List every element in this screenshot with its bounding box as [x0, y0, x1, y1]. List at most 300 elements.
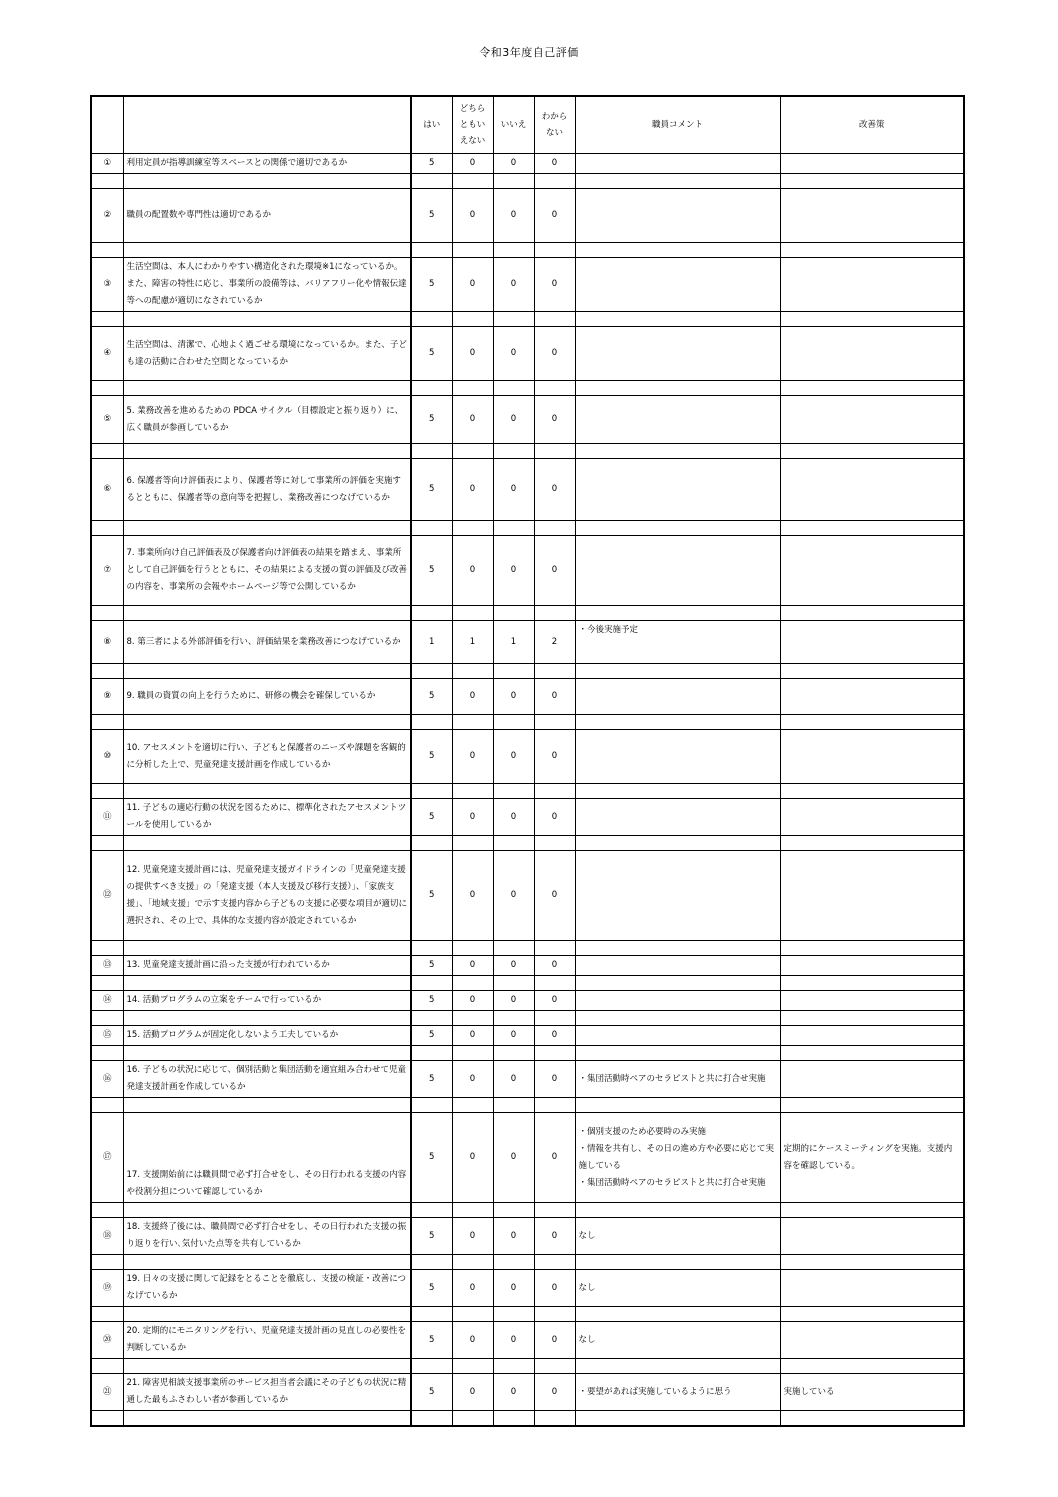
table-row [91, 1026, 964, 1046]
spacer-row [91, 784, 964, 799]
improvement-plan [780, 189, 964, 243]
staff-comment [575, 851, 780, 941]
count-yes: 5 [411, 851, 452, 941]
count-no: 0 [493, 679, 534, 715]
table-row [91, 396, 964, 444]
spacer-cell [780, 606, 964, 621]
count-no: 1 [493, 621, 534, 664]
count-no: 0 [493, 1322, 534, 1359]
spacer-cell [575, 941, 780, 956]
spacer-cell [780, 381, 964, 396]
spacer-row [91, 664, 964, 679]
improvement-plan [780, 799, 964, 836]
spacer-cell [123, 1098, 411, 1113]
spacer-cell [493, 1359, 534, 1374]
staff-comment [575, 536, 780, 606]
spacer-cell [411, 715, 452, 730]
count-unknown: 0 [534, 1322, 575, 1359]
table-row [91, 1374, 964, 1411]
spacer-cell [534, 1359, 575, 1374]
count-neither: 0 [452, 956, 493, 976]
spacer-cell [780, 1098, 964, 1113]
spacer-cell [91, 1046, 123, 1061]
staff-comment: ・個別支援のため必要時のみ実施 ・情報を共有し、その日の進め方や必要に応じて実施している ・集団活動時ペアのセラピストと共に打合せ実施 [575, 1113, 780, 1203]
spacer-cell [91, 664, 123, 679]
count-unknown: 0 [534, 1218, 575, 1255]
spacer-cell [452, 1411, 493, 1427]
spacer-cell [575, 312, 780, 327]
table-row [91, 851, 964, 941]
improvement-plan [780, 258, 964, 312]
count-unknown: 0 [534, 1270, 575, 1307]
count-no: 0 [493, 1113, 534, 1203]
count-neither: 0 [452, 1218, 493, 1255]
spacer-cell [91, 312, 123, 327]
spacer-cell [493, 715, 534, 730]
row-number: ③ [91, 258, 123, 312]
improvement-plan [780, 154, 964, 174]
count-yes: 5 [411, 1270, 452, 1307]
count-yes: 5 [411, 799, 452, 836]
table-row [91, 154, 964, 174]
spacer-cell [123, 715, 411, 730]
spacer-cell [534, 606, 575, 621]
spacer-cell [411, 312, 452, 327]
spacer-cell [575, 606, 780, 621]
spacer-cell [452, 312, 493, 327]
spacer-cell [452, 1046, 493, 1061]
spacer-cell [534, 784, 575, 799]
row-number: ⑲ [91, 1270, 123, 1307]
spacer-cell [123, 312, 411, 327]
table-row [91, 1322, 964, 1359]
row-number: ⑯ [91, 1061, 123, 1098]
spacer-cell [534, 1307, 575, 1322]
table-row [91, 991, 964, 1011]
count-yes: 5 [411, 1374, 452, 1411]
evaluation-item: 11. 子どもの適応行動の状況を図るために、標準化されたアセスメントツールを使用しているか [123, 799, 411, 836]
spacer-cell [91, 521, 123, 536]
spacer-cell [91, 941, 123, 956]
header-staff-comment: 職員コメント [575, 96, 780, 154]
spacer-cell [91, 715, 123, 730]
spacer-cell [534, 1203, 575, 1218]
spacer-cell [534, 836, 575, 851]
spacer-row [91, 836, 964, 851]
count-neither: 0 [452, 189, 493, 243]
table-row [91, 189, 964, 243]
spacer-cell [493, 444, 534, 459]
spacer-cell [780, 243, 964, 258]
count-neither: 0 [452, 536, 493, 606]
spacer-cell [123, 381, 411, 396]
spacer-cell [91, 606, 123, 621]
spacer-cell [452, 1098, 493, 1113]
header-item [123, 96, 411, 154]
header-row [91, 96, 964, 154]
header-no-answer: いいえ [493, 96, 534, 154]
spacer-row [91, 1411, 964, 1427]
count-yes: 5 [411, 991, 452, 1011]
count-no: 0 [493, 991, 534, 1011]
count-neither: 0 [452, 1113, 493, 1203]
row-number: ⑳ [91, 1322, 123, 1359]
count-no: 0 [493, 1061, 534, 1098]
spacer-row [91, 1203, 964, 1218]
spacer-cell [123, 1411, 411, 1427]
spacer-cell [411, 1411, 452, 1427]
header-no [91, 96, 123, 154]
count-no: 0 [493, 154, 534, 174]
staff-comment [575, 258, 780, 312]
spacer-cell [780, 1046, 964, 1061]
evaluation-item: 8. 第三者による外部評価を行い、評価結果を業務改善につなげているか [123, 621, 411, 664]
spacer-cell [123, 1046, 411, 1061]
spacer-cell [493, 606, 534, 621]
evaluation-item: 17. 支援開始前には職員間で必ず打合せをし、その日行われる支援の内容や役割分担について確認しているか [123, 1113, 411, 1203]
count-neither: 0 [452, 851, 493, 941]
spacer-cell [493, 836, 534, 851]
spacer-cell [452, 1203, 493, 1218]
improvement-plan [780, 679, 964, 715]
spacer-cell [780, 976, 964, 991]
staff-comment: ・要望があれば実施しているように思う [575, 1374, 780, 1411]
count-unknown: 0 [534, 536, 575, 606]
staff-comment [575, 459, 780, 521]
table-row [91, 1218, 964, 1255]
count-no: 0 [493, 1026, 534, 1046]
count-no: 0 [493, 1218, 534, 1255]
count-yes: 5 [411, 956, 452, 976]
spacer-cell [575, 715, 780, 730]
spacer-cell [780, 1011, 964, 1026]
evaluation-item: 19. 日々の支援に関して記録をとることを徹底し、支援の検証・改善につなげているか [123, 1270, 411, 1307]
spacer-cell [780, 1255, 964, 1270]
count-unknown: 0 [534, 730, 575, 784]
count-neither: 0 [452, 1322, 493, 1359]
spacer-cell [411, 1203, 452, 1218]
count-yes: 5 [411, 1218, 452, 1255]
spacer-cell [123, 1203, 411, 1218]
spacer-cell [411, 941, 452, 956]
spacer-row [91, 1307, 964, 1322]
spacer-row [91, 976, 964, 991]
improvement-plan [780, 956, 964, 976]
spacer-cell [452, 521, 493, 536]
staff-comment [575, 1026, 780, 1046]
staff-comment: なし [575, 1218, 780, 1255]
spacer-row [91, 715, 964, 730]
count-unknown: 0 [534, 258, 575, 312]
row-number: ① [91, 154, 123, 174]
count-neither: 1 [452, 621, 493, 664]
spacer-cell [91, 836, 123, 851]
spacer-cell [452, 381, 493, 396]
spacer-cell [780, 941, 964, 956]
staff-comment [575, 730, 780, 784]
table-row [91, 956, 964, 976]
spacer-cell [493, 1011, 534, 1026]
spacer-cell [493, 941, 534, 956]
evaluation-item: 生活空間は、本人にわかりやすい構造化された環境※1になっているか。また、障害の特性に応じ、事業所の設備等は、バリアフリー化や情報伝達等への配慮が適切になされているか [123, 258, 411, 312]
spacer-cell [534, 381, 575, 396]
spacer-cell [575, 444, 780, 459]
spacer-cell [780, 836, 964, 851]
spacer-cell [123, 606, 411, 621]
spacer-cell [123, 664, 411, 679]
count-no: 0 [493, 799, 534, 836]
spacer-cell [411, 836, 452, 851]
staff-comment: ・集団活動時ペアのセラピストと共に打合せ実施 [575, 1061, 780, 1098]
spacer-cell [575, 174, 780, 189]
spacer-cell [534, 521, 575, 536]
count-neither: 0 [452, 154, 493, 174]
row-number: ② [91, 189, 123, 243]
improvement-plan [780, 621, 964, 664]
spacer-cell [493, 312, 534, 327]
evaluation-item: 職員の配置数や専門性は適切であるか [123, 189, 411, 243]
spacer-cell [534, 976, 575, 991]
spacer-cell [780, 174, 964, 189]
spacer-cell [493, 1411, 534, 1427]
spacer-cell [493, 521, 534, 536]
count-unknown: 0 [534, 956, 575, 976]
count-yes: 5 [411, 1113, 452, 1203]
staff-comment [575, 991, 780, 1011]
count-neither: 0 [452, 730, 493, 784]
count-neither: 0 [452, 1061, 493, 1098]
spacer-cell [534, 1098, 575, 1113]
evaluation-item: 生活空間は、清潔で、心地よく過ごせる環境になっているか。また、子ども達の活動に合わせた空間となっているか [123, 327, 411, 381]
table-row [91, 459, 964, 521]
count-unknown: 0 [534, 459, 575, 521]
spacer-cell [452, 1359, 493, 1374]
improvement-plan [780, 459, 964, 521]
count-unknown: 0 [534, 851, 575, 941]
header-neither: どちら ともい えない [452, 96, 493, 154]
spacer-cell [534, 1011, 575, 1026]
count-no: 0 [493, 258, 534, 312]
count-neither: 0 [452, 679, 493, 715]
evaluation-item: 7. 事業所向け自己評価表及び保護者向け評価表の結果を踏まえ、事業所として自己評価を行うとともに、その結果による支援の質の評価及び改善の内容を、事業所の会報やホームページ等で公開しているか [123, 536, 411, 606]
spacer-cell [493, 1203, 534, 1218]
spacer-cell [493, 174, 534, 189]
spacer-cell [575, 664, 780, 679]
spacer-cell [123, 976, 411, 991]
header-unknown: わから ない [534, 96, 575, 154]
count-unknown: 0 [534, 1113, 575, 1203]
count-yes: 5 [411, 1026, 452, 1046]
spacer-row [91, 521, 964, 536]
count-neither: 0 [452, 1374, 493, 1411]
spacer-row [91, 606, 964, 621]
spacer-cell [452, 784, 493, 799]
evaluation-item: 6. 保護者等向け評価表により、保護者等に対して事業所の評価を実施するとともに、保護者等の意向等を把握し、業務改善につなげているか [123, 459, 411, 521]
table-row [91, 730, 964, 784]
spacer-cell [575, 243, 780, 258]
count-no: 0 [493, 536, 534, 606]
spacer-cell [91, 976, 123, 991]
spacer-cell [575, 836, 780, 851]
spacer-cell [493, 784, 534, 799]
row-number: ④ [91, 327, 123, 381]
spacer-row [91, 444, 964, 459]
count-neither: 0 [452, 799, 493, 836]
table-row [91, 621, 964, 664]
staff-comment [575, 396, 780, 444]
evaluation-item: 14. 活動プログラムの立案をチームで行っているか [123, 991, 411, 1011]
count-unknown: 0 [534, 1374, 575, 1411]
spacer-cell [452, 606, 493, 621]
spacer-cell [452, 836, 493, 851]
spacer-cell [411, 1307, 452, 1322]
table-row [91, 536, 964, 606]
spacer-cell [534, 444, 575, 459]
evaluation-item: 5. 業務改善を進めるための PDCA サイクル（目標設定と振り返り）に、広く職員が参画しているか [123, 396, 411, 444]
row-number: ⑧ [91, 621, 123, 664]
spacer-cell [123, 521, 411, 536]
spacer-cell [575, 1359, 780, 1374]
count-unknown: 0 [534, 327, 575, 381]
spacer-cell [534, 243, 575, 258]
staff-comment [575, 327, 780, 381]
spacer-cell [411, 606, 452, 621]
row-number: ⑮ [91, 1026, 123, 1046]
count-unknown: 0 [534, 154, 575, 174]
spacer-cell [91, 381, 123, 396]
spacer-cell [91, 174, 123, 189]
improvement-plan [780, 536, 964, 606]
spacer-cell [575, 784, 780, 799]
count-neither: 0 [452, 258, 493, 312]
self-evaluation-table [90, 95, 965, 1427]
evaluation-item: 20. 定期的にモニタリングを行い、児童発達支援計画の見直しの必要性を判断しているか [123, 1322, 411, 1359]
spacer-cell [91, 243, 123, 258]
spacer-cell [575, 1307, 780, 1322]
row-number: ⑭ [91, 991, 123, 1011]
spacer-cell [452, 1255, 493, 1270]
spacer-cell [452, 715, 493, 730]
count-yes: 1 [411, 621, 452, 664]
staff-comment [575, 154, 780, 174]
spacer-cell [575, 1203, 780, 1218]
header-yes: はい [411, 96, 452, 154]
count-neither: 0 [452, 991, 493, 1011]
spacer-cell [91, 1255, 123, 1270]
spacer-cell [452, 664, 493, 679]
spacer-cell [411, 243, 452, 258]
spacer-row [91, 1011, 964, 1026]
row-number: ⑩ [91, 730, 123, 784]
improvement-plan [780, 1270, 964, 1307]
spacer-cell [411, 174, 452, 189]
row-number: ⑥ [91, 459, 123, 521]
spacer-cell [534, 715, 575, 730]
spacer-cell [91, 1359, 123, 1374]
count-neither: 0 [452, 459, 493, 521]
staff-comment [575, 189, 780, 243]
row-number: ⑤ [91, 396, 123, 444]
spacer-cell [123, 174, 411, 189]
staff-comment [575, 956, 780, 976]
count-unknown: 0 [534, 189, 575, 243]
spacer-cell [575, 1046, 780, 1061]
count-neither: 0 [452, 1026, 493, 1046]
spacer-cell [534, 1411, 575, 1427]
evaluation-item: 利用定員が指導訓練室等スペースとの関係で適切であるか [123, 154, 411, 174]
page-title: 令和3年度自己評価 [479, 46, 579, 59]
spacer-cell [493, 1255, 534, 1270]
count-yes: 5 [411, 154, 452, 174]
staff-comment [575, 799, 780, 836]
improvement-plan [780, 851, 964, 941]
spacer-cell [411, 1046, 452, 1061]
spacer-cell [91, 1011, 123, 1026]
spacer-cell [534, 1046, 575, 1061]
spacer-cell [411, 444, 452, 459]
spacer-row [91, 174, 964, 189]
count-no: 0 [493, 459, 534, 521]
count-no: 0 [493, 1374, 534, 1411]
row-number: ㉑ [91, 1374, 123, 1411]
spacer-cell [452, 941, 493, 956]
count-no: 0 [493, 730, 534, 784]
spacer-cell [780, 1307, 964, 1322]
spacer-cell [493, 664, 534, 679]
spacer-cell [575, 1011, 780, 1026]
row-number: ⑪ [91, 799, 123, 836]
count-yes: 5 [411, 679, 452, 715]
spacer-cell [91, 444, 123, 459]
spacer-cell [91, 1411, 123, 1427]
spacer-cell [575, 1255, 780, 1270]
row-number: ⑫ [91, 851, 123, 941]
spacer-cell [780, 444, 964, 459]
spacer-cell [452, 1011, 493, 1026]
evaluation-item: 21. 障害児相談支援事業所のサービス担当者会議にその子どもの状況に精通した最もふさわしい者が参画しているか [123, 1374, 411, 1411]
spacer-cell [123, 1359, 411, 1374]
spacer-row [91, 1046, 964, 1061]
row-number: ⑨ [91, 679, 123, 715]
spacer-cell [534, 1255, 575, 1270]
header-improvement: 改善策 [780, 96, 964, 154]
count-yes: 5 [411, 459, 452, 521]
row-number: ⑦ [91, 536, 123, 606]
count-unknown: 0 [534, 396, 575, 444]
evaluation-item: 13. 児童発達支援計画に沿った支援が行われているか [123, 956, 411, 976]
spacer-cell [780, 784, 964, 799]
improvement-plan [780, 1218, 964, 1255]
spacer-row [91, 312, 964, 327]
spacer-cell [411, 976, 452, 991]
improvement-plan: 定期的にケースミーティングを実施。支援内容を確認している。 [780, 1113, 964, 1203]
count-no: 0 [493, 327, 534, 381]
spacer-row [91, 1098, 964, 1113]
improvement-plan [780, 327, 964, 381]
spacer-cell [575, 976, 780, 991]
table-row [91, 1113, 964, 1203]
spacer-cell [493, 381, 534, 396]
spacer-cell [575, 1098, 780, 1113]
table-row [91, 1061, 964, 1098]
table-row [91, 258, 964, 312]
spacer-cell [780, 715, 964, 730]
spacer-row [91, 1255, 964, 1270]
count-no: 0 [493, 396, 534, 444]
spacer-cell [123, 1255, 411, 1270]
spacer-cell [411, 664, 452, 679]
count-unknown: 0 [534, 1061, 575, 1098]
